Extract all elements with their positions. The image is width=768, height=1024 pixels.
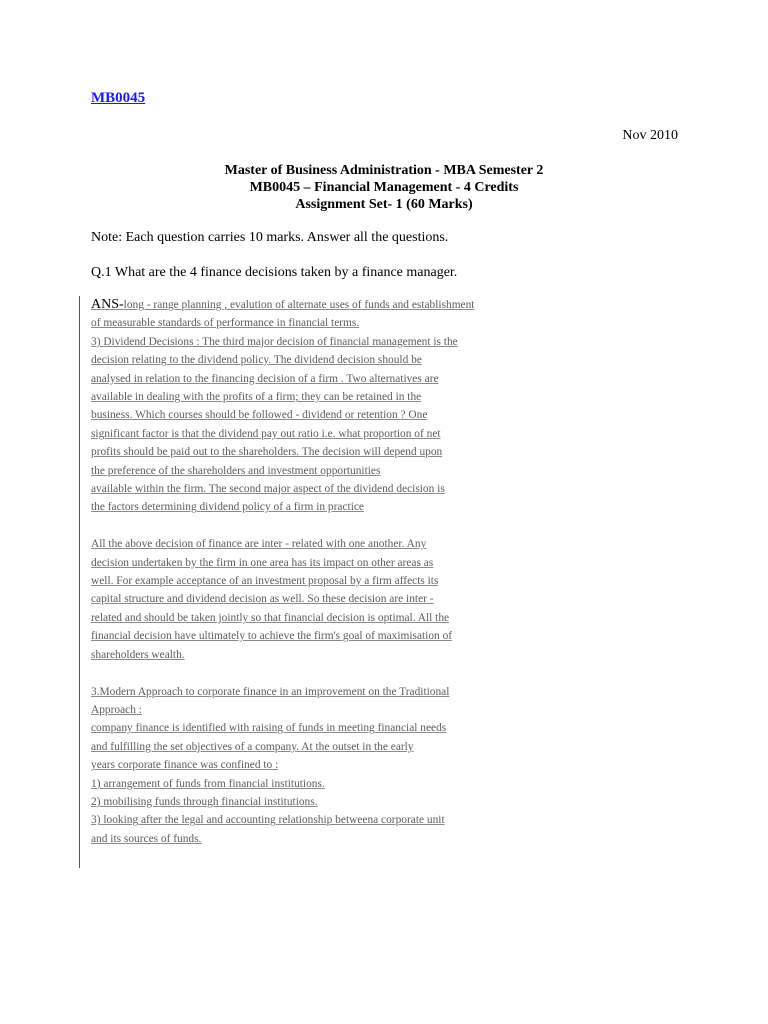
answer-line [91, 554, 551, 572]
answer-line-text: and fulfilling the set objectives of a company. At the outset in the early [91, 740, 414, 753]
answer-line-text: and its sources of funds. [91, 832, 202, 845]
heading-line-course: MB0045 – Financial Management - 4 Credits [249, 180, 519, 195]
answer-line-text: profits should be paid out to the shareholders. The decision will depend upon [91, 446, 443, 459]
answer-line [91, 351, 551, 369]
answer-line [91, 406, 551, 424]
answer-line-text: All the above decision of finance are inter - related with one another. Any [91, 538, 427, 551]
heading-line-assignment: Assignment Set- 1 (60 Marks) [295, 197, 473, 212]
answer-line-text: 3.Modern Approach to corporate finance in an improvement on the Traditional [91, 685, 450, 698]
answer-line-text: 1) arrangement of funds from financial institutions. [91, 777, 325, 790]
answer-line-text: of measurable standards of performance in financial terms. [91, 317, 360, 330]
answer-line [91, 498, 551, 516]
answer-line-text: 3) Dividend Decisions : The third major decision of financial management is the [91, 335, 458, 348]
answer-line [91, 370, 551, 388]
answer-line-text: related and should be taken jointly so that financial decision is optimal. All the [91, 611, 450, 624]
answer-line [91, 462, 551, 480]
answer-line-text: shareholders wealth. [91, 648, 185, 661]
answer-line [91, 443, 551, 461]
answer-line-text: 3) looking after the legal and accounting relationship betweena corporate unit [91, 814, 445, 827]
heading-line-program: Master of Business Administration - MBA Semester 2 [224, 163, 544, 178]
answer-line [91, 811, 551, 829]
document-heading [0, 162, 768, 213]
answer-line [91, 738, 551, 756]
instruction-note: Note: Each question carries 10 marks. Answer all the questions. [91, 230, 449, 245]
answer-line-text: decision undertaken by the firm in one area has its impact on other areas as [91, 556, 434, 569]
answer-line [91, 646, 551, 664]
answer-line [91, 425, 551, 443]
answer-line [91, 535, 551, 553]
answer-line-text: the factors determining dividend policy of a firm in practice [91, 501, 364, 514]
answer-line [91, 609, 551, 627]
answer-line [91, 793, 551, 811]
answer-block [79, 296, 550, 868]
answer-line-text: capital structure and dividend decision as well. So these decision are inter - [91, 593, 434, 606]
answer-line [91, 590, 551, 608]
course-code-link[interactable]: MB0045 [91, 90, 146, 106]
answer-line [91, 572, 551, 590]
answer-line-text: well. For example acceptance of an investment proposal by a firm affects its [91, 575, 439, 588]
answer-line-text: significant factor is that the dividend pay out ratio i.e. what proportion of net [91, 427, 441, 440]
answer-line-text: the preference of the shareholders and investment opportunities [91, 464, 381, 477]
answer-line-text: 2) mobilising funds through financial institutions. [91, 795, 318, 808]
answer-line-text: company finance is identified with raising of funds in meeting financial needs [91, 722, 447, 735]
answer-line-text: decision relating to the dividend policy. The dividend decision should be [91, 354, 422, 367]
paragraph-gap [91, 664, 551, 682]
question-1: Q.1 What are the 4 finance decisions taken by a finance manager. [91, 265, 458, 280]
answer-line [91, 830, 551, 848]
answer-text [91, 296, 551, 848]
answer-line [91, 314, 551, 332]
answer-line-text: financial decision have ultimately to achieve the firm's goal of maximisation of [91, 630, 453, 643]
answer-line-text: available within the firm. The second major aspect of the dividend decision is [91, 483, 445, 496]
answer-line-text: Approach : [91, 703, 142, 716]
answer-line-text: years corporate finance was confined to : [91, 759, 279, 772]
answer-line-text: long - range planning , evalution of alternate uses of funds and establishment [123, 299, 475, 311]
answer-line-text: available in dealing with the profits of a firm; they can be retained in the [91, 391, 422, 404]
answer-line [91, 719, 551, 737]
answer-line [91, 683, 551, 701]
paragraph-gap [91, 517, 551, 535]
document-date: Nov 2010 [622, 128, 678, 143]
answer-line [91, 627, 551, 645]
answer-line [91, 480, 551, 498]
answer-line-text: analysed in relation to the financing decision of a firm . Two alternatives are [91, 372, 439, 385]
answer-line [91, 775, 551, 793]
answer-line [91, 701, 551, 719]
answer-line [91, 296, 551, 314]
answer-line-text: business. Which courses should be followed - dividend or retention ? One [91, 409, 428, 422]
answer-line [91, 333, 551, 351]
answer-line [91, 756, 551, 774]
answer-label: ANS- [91, 297, 124, 312]
answer-line [91, 388, 551, 406]
